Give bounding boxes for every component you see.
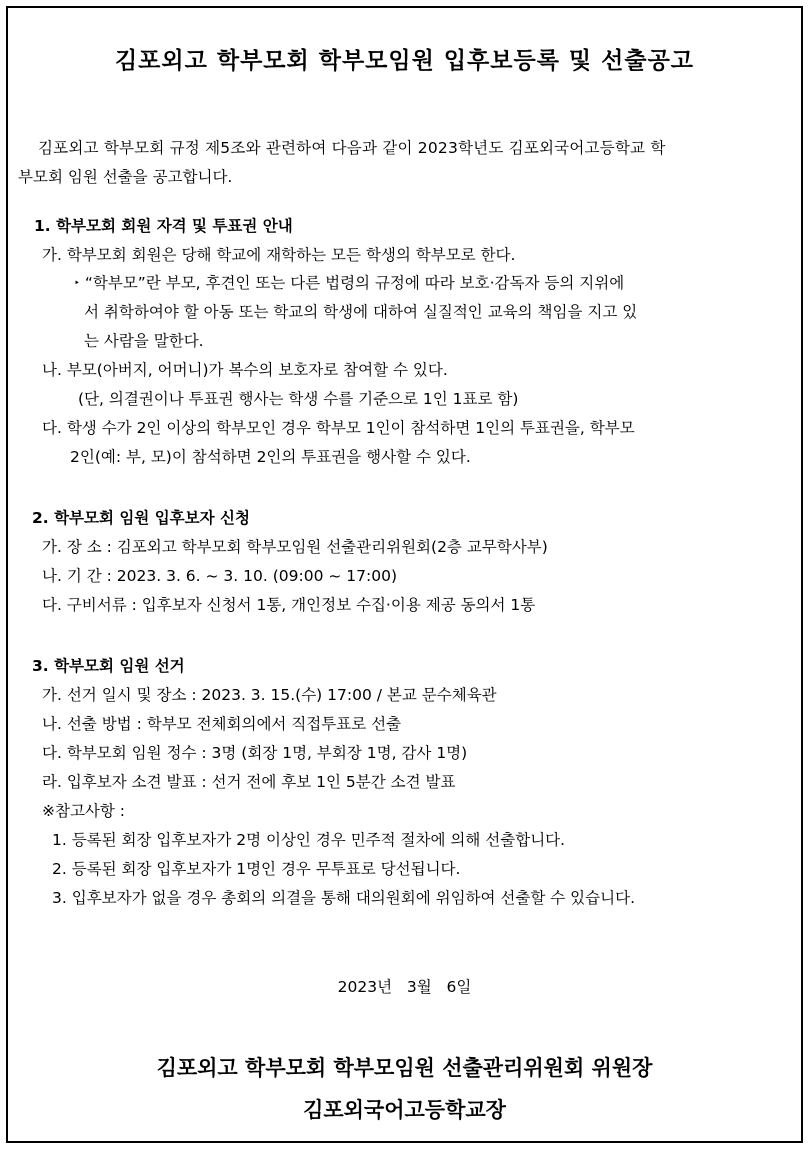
section-3-item-ga: 가. 선거 일시 및 장소 : 2023. 3. 15.(수) 17:00 / 본교 문수체육관 [42,686,497,704]
notice-document [6,6,803,1143]
section-1-heading: 1. 학부모회 회원 자격 및 투표권 안내 [34,217,293,235]
section-1-note-line-3: 는 사람을 말한다. [84,332,204,350]
section-2-item-da: 다. 구비서류 : 입후보자 신청서 1통, 개인정보 수집·이용 제공 동의서 1통 [42,596,536,614]
section-1-item-na-note: (단, 의결권이나 투표권 행사는 학생 수를 기준으로 1인 1표로 함) [78,390,519,408]
section-3-reference-3: 3. 입후보자가 없을 경우 총회의 의결을 통해 대의원회에 위임하여 선출할 수 있습니다. [52,889,635,907]
signature-principal: 김포외국어고등학교장 [303,1097,506,1122]
section-1-note-line-2: 서 취학하여야 할 아동 또는 학교의 학생에 대하여 실질적인 교육의 책임을 지고 있 [84,303,638,321]
document-title: 김포외고 학부모회 학부모임원 입후보등록 및 선출공고 [114,47,695,74]
section-1-item-da-line-1: 다. 학생 수가 2인 이상의 학부모인 경우 학부모 1인이 참석하면 1인의 투표권을, 학부모 [42,419,635,437]
intro-line-1: 김포외고 학부모회 규정 제5조와 관련하여 다음과 같이 2023학년도 김포외국어고등학교 학 [38,139,666,157]
section-3-item-da: 다. 학부모회 임원 정수 : 3명 (회장 1명, 부회장 1명, 감사 1명) [42,744,468,762]
section-3-reference-heading: ※참고사항 : [42,802,126,820]
triangle-bullet-icon: ‣ [74,278,80,289]
section-1-item-da-line-2: 2인(예: 부, 모)이 참석하면 2인의 투표권을 행사할 수 있다. [70,448,471,466]
section-3-item-ra: 라. 입후보자 소견 발표 : 선거 전에 후보 1인 5분간 소견 발표 [42,773,456,791]
notice-date: 2023년 3월 6일 [337,978,472,996]
section-1-note-line-1: ‣ “학부모”란 부모, 후견인 또는 다른 법령의 규정에 따라 보호·감독자 등의 지위에 [74,274,625,292]
section-3-reference-1: 1. 등록된 회장 입후보자가 2명 이상인 경우 민주적 절차에 의해 선출합니다. [52,831,566,849]
signature-committee-chair: 김포외고 학부모회 학부모임원 선출관리위원회 위원장 [156,1055,653,1080]
section-3-reference-2: 2. 등록된 회장 입후보자가 1명인 경우 무투표로 당선됩니다. [52,860,461,878]
section-2-item-ga: 가. 장 소 : 김포외고 학부모회 학부모임원 선출관리위원회(2층 교무학사부) [42,538,548,556]
section-3-item-na: 나. 선출 방법 : 학부모 전체회의에서 직접투표로 선출 [42,715,402,733]
section-3-heading: 3. 학부모회 임원 선거 [32,657,185,675]
section-1-item-na: 나. 부모(아버지, 어머니)가 복수의 보호자로 참여할 수 있다. [42,361,448,379]
intro-line-2: 부모회 임원 선출을 공고합니다. [18,168,233,186]
section-2-item-na: 나. 기 간 : 2023. 3. 6. ~ 3. 10. (09:00 ~ 17:00) [42,567,397,585]
section-1-item-ga: 가. 학부모회 회원은 당해 학교에 재학하는 모든 학생의 학부모로 한다. [42,246,516,264]
section-2-heading: 2. 학부모회 임원 입후보자 신청 [32,509,250,527]
